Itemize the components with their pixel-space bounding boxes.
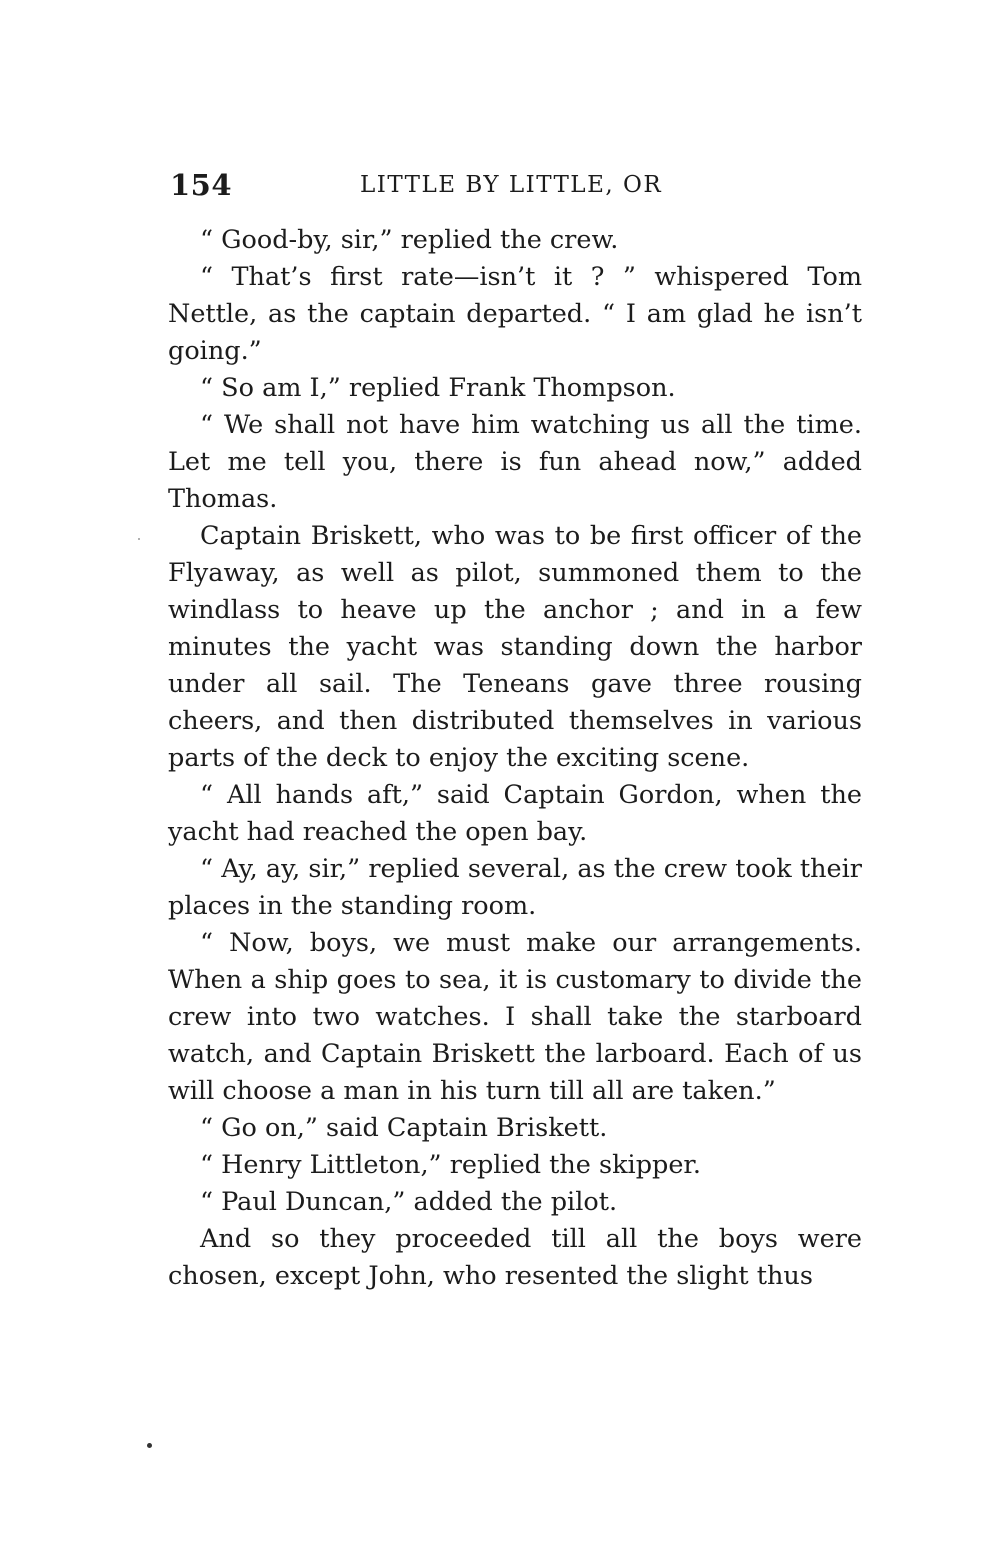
- paragraph-2: “ That’s first rate—isn’t it ? ” whispered Tom Nettle, as the captain departed. “ I am glad he isn’t going.”: [168, 262, 862, 366]
- paragraph-9: “ Go on,” said Captain Briskett.: [200, 1113, 608, 1143]
- paragraph-12: And so they proceeded till all the boys were chosen, except John, who resented the slight thus: [168, 1224, 862, 1291]
- page-number: 154: [170, 168, 233, 202]
- paragraph-8: “ Now, boys, we must make our arrangements. When a ship goes to sea, it is customary to divide the crew into two watches. I shall take the starboard watch, and Captain Briskett the larboard. Each of us will choose a man in his turn till all are taken.”: [168, 928, 862, 1106]
- scan-speck: [138, 538, 140, 540]
- page-header: [168, 168, 862, 208]
- paragraph-1: “ Good-by, sir,” replied the crew.: [200, 225, 619, 255]
- paragraph-4: “ We shall not have him watching us all the time. Let me tell you, there is fun ahead now,” added Thomas.: [168, 410, 862, 514]
- paragraph-6: “ All hands aft,” said Captain Gordon, when the yacht had reached the open bay.: [168, 780, 862, 847]
- paragraph-10: “ Henry Littleton,” replied the skipper.: [200, 1150, 701, 1180]
- running-head: LITTLE BY LITTLE, OR: [360, 172, 663, 198]
- paragraph-11: “ Paul Duncan,” added the pilot.: [200, 1187, 618, 1217]
- body-text: [168, 222, 862, 1295]
- paragraph-3: “ So am I,” replied Frank Thompson.: [200, 373, 676, 403]
- paragraph-7: “ Ay, ay, sir,” replied several, as the crew took their places in the standing room.: [168, 854, 862, 921]
- scan-speck: [147, 1443, 152, 1448]
- paragraph-5: Captain Briskett, who was to be first officer of the Flyaway, as well as pilot, summoned them to the windlass to heave up the anchor ; and in a few minutes the yacht was standing down the harbor under all sail. The Teneans gave three rousing cheers, and then distributed themselves in various parts of the deck to enjoy the exciting scene.: [168, 521, 862, 773]
